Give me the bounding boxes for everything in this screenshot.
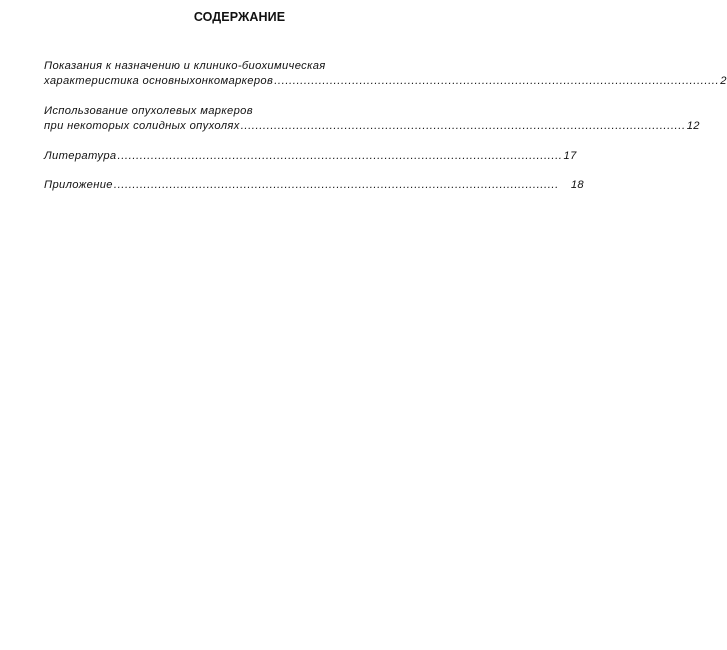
dot-leader: ........................................................................................................................ <box>113 179 559 191</box>
toc-entry-title-line: при некоторых солидных опухолях <box>44 120 240 132</box>
toc-entry-title-line: Литература <box>44 150 117 162</box>
toc-entry-title-line: характеристика основныхонкомаркеров <box>44 75 274 87</box>
toc-entry <box>44 104 700 134</box>
toc-page-number: 18 <box>570 179 585 191</box>
page-title: СОДЕРЖАНИЕ <box>193 10 286 24</box>
toc-page-number: 2 <box>720 75 727 87</box>
table-of-contents <box>44 59 727 193</box>
toc-entry <box>44 178 585 193</box>
toc-entry <box>44 149 577 164</box>
toc-entry-title-line: Показания к назначению и клинико-биохимическая <box>44 60 326 72</box>
dot-leader: ........................................................................................................................ <box>240 120 686 132</box>
toc-page-number: 17 <box>563 150 577 162</box>
toc-entry-title-line: Приложение <box>44 179 113 191</box>
toc-entry-title-line: Использование опухолевых маркеров <box>44 105 253 117</box>
toc-page-number: 12 <box>686 120 700 132</box>
dot-leader: ........................................................................................................................ <box>117 150 563 162</box>
toc-entry <box>44 59 727 89</box>
dot-leader: ........................................................................................................................ <box>274 75 720 87</box>
